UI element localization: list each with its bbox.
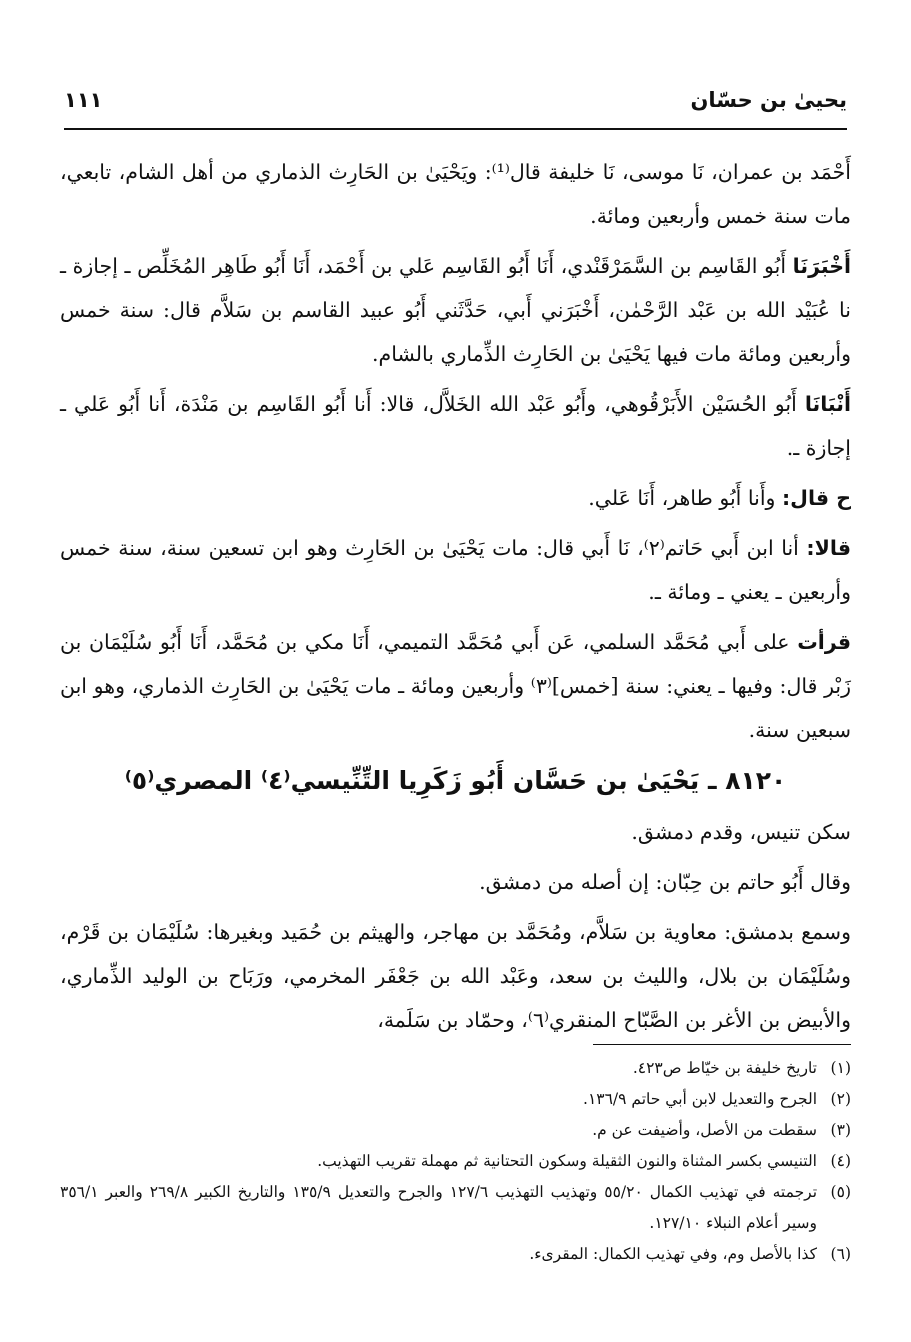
entry-paragraph: وسمع بدمشق: معاوية بن سَلاَّم، ومُحَمَّد بن مهاجر، والهيثم بن حُمَيد وبغيرها: سُلَيْمَان بن قَرْم، وسُلَيْمَان بن بلال، والليث بن سعد، وعَبْد الله بن جَعْفَر المخرمي، ورَبَاح بن الوليد الذِّماري، والأبيض بن الأغر بن الصَّبّاح المنقري⁽٦⁾، وحمّاد بن سَلَمة،: [60, 920, 851, 1032]
footnote: [60, 1177, 851, 1239]
page-header: [64, 84, 847, 130]
paragraph-text: أَبُو القَاسِم بن السَّمَرْقَنْدي، أَنَا أَبُو القَاسِم عَلي بن أَحْمَد، أَنَا أَبُو طَاهِر المُخَلِّص ـ إجازة ـ نا عُبَيْد الله بن عَبْد الرَّحْمٰن، أَخْبَرَني أَبي، حَدَّثَني أَبُو عبيد القاسم بن سَلاَّم قال: سنة خمس وأربعين ومائة مات فيها يَحْيَىٰ بن الحَارِث الذِّماري بالشام.: [60, 254, 851, 366]
footnote: [60, 1239, 851, 1270]
paragraph-text: أنا ابن أَبي حَاتم⁽٢⁾، نَا أَبي قال: مات يَحْيَىٰ بن الحَارِث وهو ابن تسعين سنة، سنة خمس وأربعين ـ يعني ـ ومائة ـ.: [60, 536, 851, 604]
paragraph: [60, 244, 851, 376]
footnote: [60, 1084, 851, 1115]
entry-paragraph: سكن تنيس، وقدم دمشق.: [631, 820, 851, 844]
footnote: [60, 1146, 851, 1177]
footnote-number: (٦): [830, 1245, 851, 1263]
paragraph-text: وأَنا أَبُو طاهر، أَنَا عَلي.: [588, 486, 782, 510]
paragraph: [60, 476, 851, 520]
footnote-number: (١): [830, 1059, 851, 1077]
footnote-text: تاريخ خليفة بن خيّاط ص٤٢٣.: [632, 1059, 817, 1077]
paragraph: [60, 382, 851, 470]
footnote-number: (٤): [830, 1152, 851, 1170]
entry-heading: ٨١٢٠ ـ يَحْيَىٰ بن حَسَّان أَبُو زَكَرِيا التِّنِّيسي⁽٤⁾ المصري⁽٥⁾: [124, 766, 787, 795]
footnote-number: (٥): [830, 1183, 851, 1201]
paragraph-lead: أَخْبَرَنَا: [792, 254, 851, 278]
footnote-text: ترجمته في تهذيب الكمال ٥٥/٢٠ وتهذيب التهذيب ١٢٧/٦ والجرح والتعديل ١٣٥/٩ والتاريخ الكبير ٢٦٩/٨ والعبر ٣٥٦/١ وسير أعلام النبلاء ١٢٧/١٠.: [60, 1183, 818, 1232]
paragraph-lead: قالا:: [806, 536, 852, 560]
entry-paragraph: وقال أَبُو حاتم بن حِبّان: إن أصله من دمشق.: [479, 870, 851, 894]
footnote: [60, 1115, 851, 1146]
paragraph: [60, 620, 851, 752]
footnotes: [60, 1044, 851, 1270]
footnote-text: الجرح والتعديل لابن أبي حاتم ١٣٦/٩.: [583, 1090, 817, 1108]
paragraph-lead: قرأت: [797, 630, 851, 654]
paragraph: [60, 150, 851, 238]
footnote-text: سقطت من الأصل، وأضيفت عن م.: [592, 1121, 817, 1139]
footnote-number: (٣): [830, 1121, 851, 1139]
paragraph-text: أَحْمَد بن عمران، نَا موسى، نَا خليفة قال⁽¹⁾: ويَحْيَىٰ بن الحَارِث الذماري من أهل الشام، تابعي، مات سنة خمس وأربعين ومائة.: [60, 160, 851, 228]
footnote-number: (٢): [830, 1090, 851, 1108]
footnote: [60, 1053, 851, 1084]
page-number: ١١١: [64, 88, 103, 112]
footnote-list: [60, 1053, 851, 1270]
main-text: [60, 150, 851, 1048]
paragraph-text: على أَبي مُحَمَّد السلمي، عَن أَبي مُحَمَّد التميمي، أَنَا مكي بن مُحَمَّد، أَنَا أَبُو سُلَيْمَان بن زَبْر قال: وفيها ـ يعني: سنة [خمس]⁽٣⁾ وأربعين ومائة ـ مات يَحْيَىٰ بن الحَارِث الذماري، وهو ابن سبعين سنة.: [60, 630, 851, 742]
paragraph-lead: أَنْبَانَا: [804, 392, 851, 416]
footnote-divider: [593, 1044, 851, 1045]
paragraph-lead: ح قال:: [781, 486, 851, 510]
running-title: يحيىٰ بن حسّان: [690, 88, 847, 112]
paragraph-text: أَبُو الحُسَيْن الأَبَرْقُوهي، وأَبُو عَبْد الله الخَلاَّل، قالا: أَنا أَبُو القَاسِم بن مَنْدَة، أَنا أَبُو عَلي ـ إجازة ـ.: [60, 392, 851, 460]
footnote-text: كذا بالأصل وم، وفي تهذيب الكمال: المقرىء.: [529, 1245, 817, 1263]
paragraph: [60, 526, 851, 614]
footnote-text: التنيسي بكسر المثناة والنون الثقيلة وسكون التحتانية ثم مهملة تقريب التهذيب.: [317, 1152, 817, 1170]
